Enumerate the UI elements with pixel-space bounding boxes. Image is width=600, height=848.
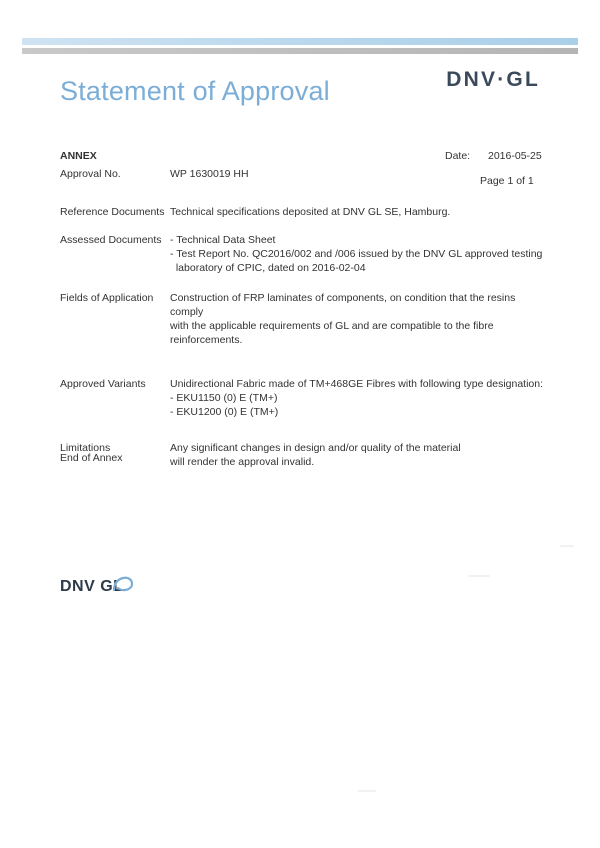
dnv-gl-footer-logo: DNV GL bbox=[60, 578, 124, 595]
field-line: laboratory of CPIC, dated on 2016-02-04 bbox=[170, 262, 366, 274]
date-label: Date: bbox=[445, 150, 471, 162]
field-label: Approved Variants bbox=[60, 378, 146, 390]
field-line: - EKU1150 (0) E (TM+) bbox=[170, 392, 278, 404]
field-line: Technical specifications deposited at DNV GL SE, Hamburg. bbox=[170, 206, 451, 218]
field-line: - Test Report No. QC2016/002 and /006 issued by the DNV GL approved testing bbox=[170, 248, 543, 260]
approval-no-value: WP 1630019 HH bbox=[170, 168, 249, 180]
field-label: Reference Documents bbox=[60, 206, 165, 218]
scan-artifact bbox=[358, 790, 376, 792]
field-row bbox=[60, 441, 550, 469]
swoosh-icon bbox=[112, 570, 136, 596]
field-line: with the applicable requirements of GL and are compatible to the fibre reinforcements. bbox=[170, 320, 497, 346]
field-line: Unidirectional Fabric made of TM+468GE Fibres with following type designation: bbox=[170, 378, 544, 390]
field-line: Construction of FRP laminates of components, on condition that the resins comply bbox=[170, 292, 519, 318]
header-decoration-bars bbox=[22, 38, 578, 54]
field-line: will render the approval invalid. bbox=[170, 456, 315, 468]
field-label: Assessed Documents bbox=[60, 234, 162, 246]
end-of-annex-note: End of Annex bbox=[60, 452, 123, 464]
date-value: 2016-05-25 bbox=[488, 150, 542, 162]
field-line: - EKU1200 (0) E (TM+) bbox=[170, 406, 279, 418]
field-value bbox=[170, 205, 550, 219]
field-line: - Technical Data Sheet bbox=[170, 234, 276, 246]
page-number: Page 1 of 1 bbox=[480, 175, 534, 187]
dnv-gl-logo: DNV·GL bbox=[446, 68, 540, 91]
field-value bbox=[170, 441, 550, 469]
field-value bbox=[170, 377, 550, 419]
field-value bbox=[170, 233, 550, 275]
field-row bbox=[60, 291, 550, 347]
annex-label: ANNEX bbox=[60, 150, 97, 162]
field-row bbox=[60, 233, 550, 275]
blue-rule bbox=[22, 38, 578, 45]
gray-rule bbox=[22, 48, 578, 54]
field-row bbox=[60, 377, 550, 419]
fields-list bbox=[60, 205, 550, 481]
field-line: Any significant changes in design and/or quality of the material bbox=[170, 442, 461, 454]
field-value bbox=[170, 291, 550, 347]
scan-artifact bbox=[560, 545, 574, 547]
scan-artifact bbox=[468, 575, 490, 577]
page-title: Statement of Approval bbox=[60, 76, 330, 106]
field-row bbox=[60, 205, 550, 219]
approval-no-label: Approval No. bbox=[60, 168, 121, 180]
field-label: Fields of Application bbox=[60, 292, 154, 304]
field-label: Limitations bbox=[60, 442, 111, 454]
